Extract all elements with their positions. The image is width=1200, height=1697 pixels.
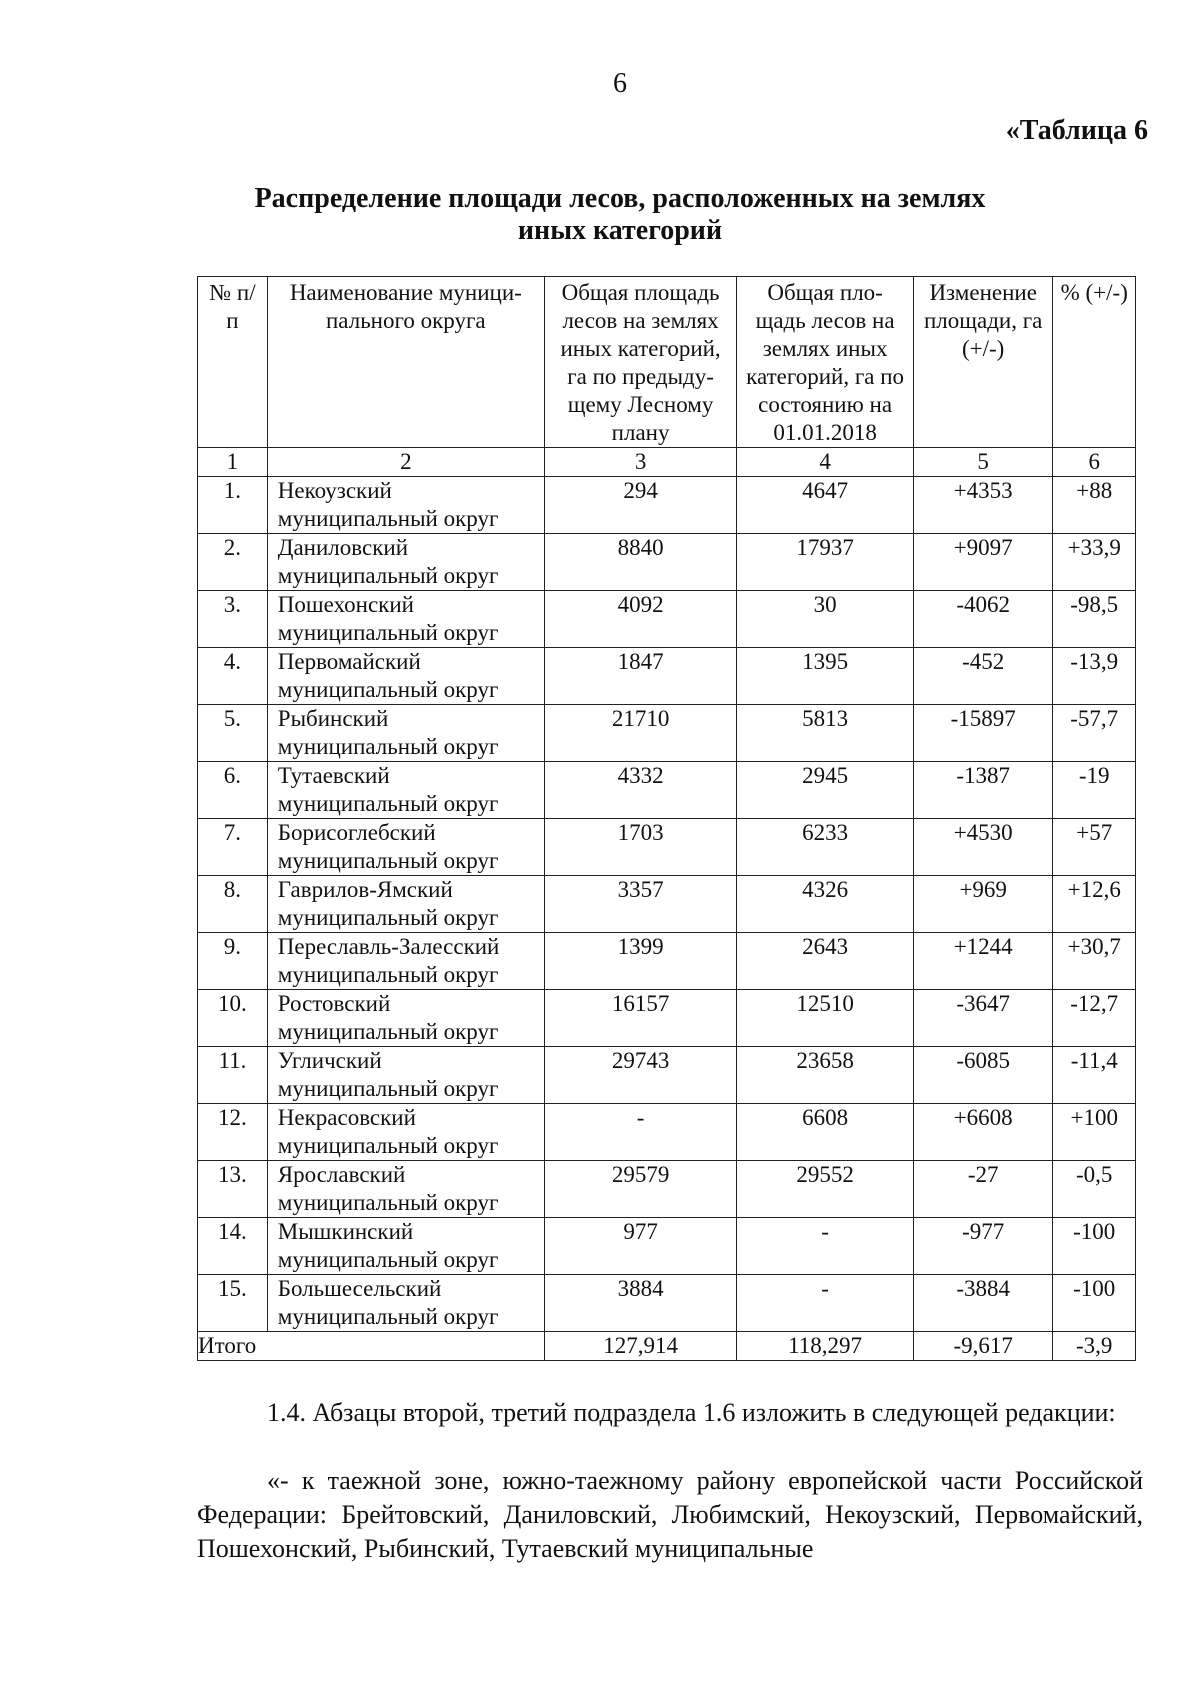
district-name: Некрасовский муниципальный округ [267, 1104, 544, 1161]
previous-area: 977 [544, 1218, 736, 1275]
district-name: Переславль-Залесский муниципальный округ [267, 933, 544, 990]
current-area: 23658 [737, 1047, 914, 1104]
percent-change: -13,9 [1053, 648, 1136, 705]
previous-area: 4332 [544, 762, 736, 819]
district-name: Мышкинский муниципальный округ [267, 1218, 544, 1275]
table-row [198, 1104, 1136, 1161]
current-area: 4647 [737, 477, 914, 534]
current-area: 12510 [737, 990, 914, 1047]
percent-change: +88 [1053, 477, 1136, 534]
current-area: 5813 [737, 705, 914, 762]
header-area-change: Изменение площади, га (+/-) [913, 277, 1053, 448]
row-number: 2. [198, 534, 268, 591]
row-number: 3. [198, 591, 268, 648]
row-number: 4. [198, 648, 268, 705]
district-name: Даниловский муниципальный округ [267, 534, 544, 591]
total-area-change: -9,617 [913, 1332, 1053, 1361]
previous-area: 1399 [544, 933, 736, 990]
table-row [198, 705, 1136, 762]
previous-area: 29743 [544, 1047, 736, 1104]
table-row [198, 1047, 1136, 1104]
district-name: Угличский муниципальный округ [267, 1047, 544, 1104]
district-name: Пошехонский муниципальный округ [267, 591, 544, 648]
column-number: 5 [913, 448, 1053, 477]
current-area: 29552 [737, 1161, 914, 1218]
percent-change: -19 [1053, 762, 1136, 819]
current-area: 1395 [737, 648, 914, 705]
current-area: - [737, 1218, 914, 1275]
row-number: 8. [198, 876, 268, 933]
percent-change: +57 [1053, 819, 1136, 876]
row-number: 14. [198, 1218, 268, 1275]
row-number: 1. [198, 477, 268, 534]
table-header-row [198, 277, 1136, 448]
row-number: 13. [198, 1161, 268, 1218]
table-row [198, 1218, 1136, 1275]
table-label: «Таблица 6 [1005, 115, 1148, 146]
header-percent-change: % (+/-) [1053, 277, 1136, 448]
header-current-area: Общая пло-щадь лесов на землях иных категорий, га по состоянию на 01.01.2018 [737, 277, 914, 448]
percent-change: +30,7 [1053, 933, 1136, 990]
district-name: Тутаевский муниципальный округ [267, 762, 544, 819]
row-number: 11. [198, 1047, 268, 1104]
row-number: 9. [198, 933, 268, 990]
percent-change: -0,5 [1053, 1161, 1136, 1218]
table-row [198, 933, 1136, 990]
area-change: +969 [913, 876, 1053, 933]
area-change: -977 [913, 1218, 1053, 1275]
total-percent-change: -3,9 [1053, 1332, 1136, 1361]
previous-area: 294 [544, 477, 736, 534]
area-change: +6608 [913, 1104, 1053, 1161]
column-number: 4 [737, 448, 914, 477]
header-number: № п/п [198, 277, 268, 448]
paragraph-amendment: 1.4. Абзацы второй, третий подраздела 1.6 изложить в следующей редакции: [267, 1398, 1116, 1427]
table-row [198, 591, 1136, 648]
area-change: -6085 [913, 1047, 1053, 1104]
area-change: -27 [913, 1161, 1053, 1218]
table-row [198, 534, 1136, 591]
total-row [198, 1332, 1136, 1361]
current-area: 30 [737, 591, 914, 648]
table-row [198, 1275, 1136, 1332]
district-name: Гаврилов-Ямский муниципальный округ [267, 876, 544, 933]
table-title: Распределение площади лесов, расположенных на землях иных категорий [254, 183, 986, 246]
percent-change: -98,5 [1053, 591, 1136, 648]
table-row [198, 819, 1136, 876]
forest-area-table [197, 276, 1136, 1361]
district-name: Большесельский муниципальный округ [267, 1275, 544, 1332]
previous-area: 1703 [544, 819, 736, 876]
header-previous-area: Общая площадь лесов на землях иных категорий, га по предыду-щему Лесному плану [544, 277, 736, 448]
previous-area: 1847 [544, 648, 736, 705]
table-row [198, 762, 1136, 819]
column-number: 1 [198, 448, 268, 477]
row-number: 10. [198, 990, 268, 1047]
area-change: -452 [913, 648, 1053, 705]
current-area: - [737, 1275, 914, 1332]
area-change: -4062 [913, 591, 1053, 648]
district-name: Борисоглебский муниципальный округ [267, 819, 544, 876]
district-name: Ярославский муниципальный округ [267, 1161, 544, 1218]
percent-change: -100 [1053, 1218, 1136, 1275]
area-change: -15897 [913, 705, 1053, 762]
area-change: -3647 [913, 990, 1053, 1047]
percent-change: +33,9 [1053, 534, 1136, 591]
percent-change: -100 [1053, 1275, 1136, 1332]
previous-area: 8840 [544, 534, 736, 591]
current-area: 4326 [737, 876, 914, 933]
total-label: Итого [198, 1332, 545, 1361]
table-row [198, 990, 1136, 1047]
previous-area: - [544, 1104, 736, 1161]
current-area: 17937 [737, 534, 914, 591]
column-number: 6 [1053, 448, 1136, 477]
page-number: 6 [613, 68, 627, 99]
previous-area: 3357 [544, 876, 736, 933]
percent-change: +12,6 [1053, 876, 1136, 933]
percent-change: +100 [1053, 1104, 1136, 1161]
area-change: +4353 [913, 477, 1053, 534]
column-number-row [198, 448, 1136, 477]
column-number: 3 [544, 448, 736, 477]
paragraph-taiga-zone: «- к таежной зоне, южно-таежному району европейской части Российской Федерации: Брейтовский, Даниловский, Любимский, Некоузский, Первомайский, Пошехонский, Рыбинский, Тутаевский муниципальные [197, 1466, 1143, 1563]
previous-area: 16157 [544, 990, 736, 1047]
header-district-name: Наименование муници-пального округа [267, 277, 544, 448]
district-name: Некоузский муниципальный округ [267, 477, 544, 534]
row-number: 12. [198, 1104, 268, 1161]
area-change: +4530 [913, 819, 1053, 876]
area-change: -3884 [913, 1275, 1053, 1332]
district-name: Первомайский муниципальный округ [267, 648, 544, 705]
district-name: Рыбинский муниципальный округ [267, 705, 544, 762]
row-number: 15. [198, 1275, 268, 1332]
current-area: 2643 [737, 933, 914, 990]
district-name: Ростовский муниципальный округ [267, 990, 544, 1047]
percent-change: -11,4 [1053, 1047, 1136, 1104]
area-change: +1244 [913, 933, 1053, 990]
table-row [198, 477, 1136, 534]
row-number: 6. [198, 762, 268, 819]
current-area: 2945 [737, 762, 914, 819]
percent-change: -57,7 [1053, 705, 1136, 762]
table-row [198, 876, 1136, 933]
previous-area: 3884 [544, 1275, 736, 1332]
table-row [198, 1161, 1136, 1218]
previous-area: 4092 [544, 591, 736, 648]
area-change: +9097 [913, 534, 1053, 591]
area-change: -1387 [913, 762, 1053, 819]
percent-change: -12,7 [1053, 990, 1136, 1047]
current-area: 6233 [737, 819, 914, 876]
row-number: 5. [198, 705, 268, 762]
table-row [198, 648, 1136, 705]
row-number: 7. [198, 819, 268, 876]
total-current-area: 118,297 [737, 1332, 914, 1361]
total-previous-area: 127,914 [544, 1332, 736, 1361]
previous-area: 29579 [544, 1161, 736, 1218]
current-area: 6608 [737, 1104, 914, 1161]
column-number: 2 [267, 448, 544, 477]
previous-area: 21710 [544, 705, 736, 762]
